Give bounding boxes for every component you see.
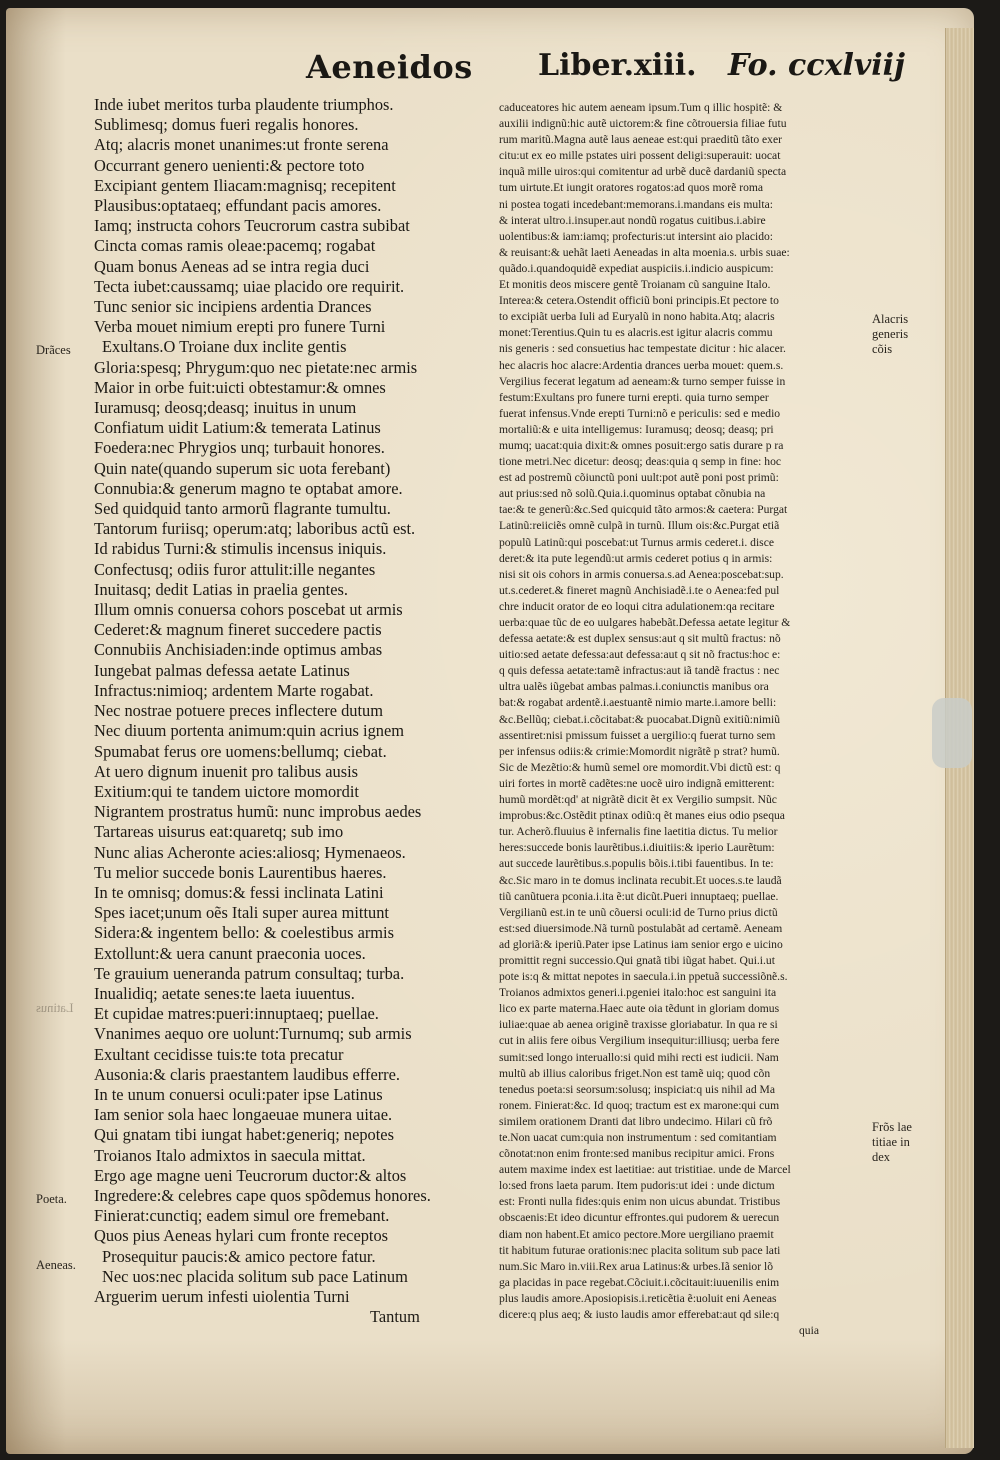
verse-line: Sed quidquid tanto armorũ flagrante tumultu. [94,499,391,519]
commentary-line: Et monitis deos miscere gentẽ Troianam cũ sanguine Italo. [499,278,771,292]
verse-line: Iamq; instructa cohors Teucrorum castra subibat [94,216,410,236]
verse-column [94,95,484,1327]
margin-note-drances: Drãces [36,343,71,357]
verse-line: Occurrant genero uenienti:& pectore toto [94,155,365,175]
verse-line: Infractus:nimioq; ardentem Marte rogabat. [94,680,374,700]
verse-line: Cederet:& magnum fineret succedere pactis [94,620,382,640]
verse-line: Quam bonus Aeneas ad se intra regia duci [94,256,370,276]
commentary-line: uerba:quae tũc de eo uulgares habebãt.Defessa aetate legitur & [499,616,791,629]
commentary-line: est ad postremũ cõiunctũ poni uult:pot autẽ poni post primũ: [499,471,779,485]
commentary-line: pote is:q & mittat nepotes in saecula.i.in ppetuã successiõnẽ.s. [499,970,788,984]
commentary-line: defessa aetate:& est duplex sensus:aut q sit multũ fractus: nõ [499,632,781,646]
folio-number: Fo. ccxlviij [728,48,905,83]
verse-line: Tu melior succede bonis Laurentibus haeres. [94,862,387,882]
verse-line: Tantum [370,1307,420,1327]
commentary-line: mumq; uacat:quia dixit:& omnes posuit:ergo satis durare p ra [499,438,784,452]
margin-note-line: Frõs lae [872,1120,912,1134]
verse-line: Quin nate(quando superum sic uota ferebant) [94,458,391,478]
commentary-line: autem maxime index est laetitiae: aut tristitiae. unde de Marcel [499,1163,791,1177]
commentary-line: &c.Bellũq; ciebat.i.cõcitabat:& puocabat.Dignũ exitiũ:nimiũ [499,712,781,726]
commentary-column [499,100,875,1339]
margin-note-poeta: Poeta. [36,1192,67,1206]
commentary-line: Sic de Mezẽtio:& humũ semel ore momordit.Vbi dictũ est: q [499,760,781,774]
commentary-line: uitio:sed aetate defessa:aut defessa:aut q sit nõ fractus:hoc e: [499,648,781,662]
verse-line: Tunc senior sic incipiens ardentia Drances [94,297,372,317]
commentary-line: num.Sic Maro in.viii.Rex arua Latinus:& urbes.Iã senior lõ [499,1259,774,1273]
commentary-line: tae:& te generũ:&c.Sed quicquid tãto armos:& caetera: Purgat [499,503,788,517]
running-title: Aeneidos [306,48,473,86]
commentary-line: assentiret:nisi pmissum fuisset a uergilio:q fuerat turno sem [499,728,776,742]
commentary-line: est: Fronti nulla fides:quis enim non uicus abundat. Tristibus [499,1195,781,1209]
verse-line: Inualidiq; aetate senes:te laeta iuuentus. [94,983,355,1003]
commentary-line: &c.Sic maro in te domus inclinata recubit.Et uoces.s.te laudã [499,873,782,887]
verse-line: Qui gnatam tibi iungat habet:generiq; nepotes [94,1125,394,1145]
verse-line: Spumabat ferus ore uomens:bellumq; ciebat. [94,741,387,761]
verse-line: Excipiant gentem Iliacam:magnisq; recepitent [94,175,396,195]
verse-line: Ergo age magne ueni Teucrorum ductor:& altos [94,1165,407,1185]
commentary-line: tur. Acherõ.fluuius ẽ infernalis fine laetitia dictus. Tu melior [499,825,778,839]
commentary-line: Vergilius fecerat legatum ad aeneam:& turno semper fuisse in [499,374,786,388]
commentary-line: cut in aliis fere oibus Vergilium insequitur:illiusq; uerba fere [499,1034,780,1048]
commentary-line: humũ mordẽt:qd' at nigrãtẽ dicit ẽt ex Vergilio sumpsit. Nũc [499,793,777,807]
commentary-line: caduceatores hic autem aeneam ipsum.Tum q illic hospitẽ: & [499,101,783,114]
verse-line: Vnanimes aequo ore uolunt:Turnumq; sub armis [94,1024,412,1044]
commentary-line: Troianos admixtos generi.i.pgeniei italo:hoc est sanguini ita [499,986,777,1000]
commentary-line: & reuisant:& uehãt laeti Aeneadas in alta moenia.s. urbis suae: [499,245,790,259]
verse-line: Quos pius Aeneas hylari cum fronte receptos [94,1226,389,1246]
verse-line: Sublimesq; domus fueri regalis honores. [94,115,359,135]
commentary-line: sumit:sed longo interuallo:si quid mihi recti est iudicii. Nam [499,1050,779,1064]
commentary-line: cõnotat:non enim fronte:sed manibus recipitur amici. Frons [499,1147,775,1161]
commentary-line: ut.s.cederet.& fineret magnũ Anchisiadẽ.i.te o Aenea:fed pul [499,583,780,597]
margin-note-latinus: Latinus [36,1001,74,1015]
verse-line: Cincta comas ramis oleae:pacemq; rogabat [94,236,376,256]
commentary-line: aut prius:sed nõ solũ.Quia.i.quominus optabat cõnubia na [499,487,766,501]
commentary-line: festum:Exultans pro funere turni erepti. quia turno semper [499,390,769,404]
commentary-line: est:sed diuersimode.Nã turnũ postulabãt ad certamẽ. Aeneam [499,921,783,935]
book-page [6,8,974,1454]
commentary-line: ga placidas in pace regebat.Cõciuit.i.cõcitauit:iuuenilis enim [499,1275,780,1289]
commentary-line: inquã mille uiros:qui comitentur ad urbẽ ducẽ dardaniũ specta [499,165,787,179]
commentary-line: diam non habent.Et amico pectore.More uergiliano praemit [499,1227,774,1241]
margin-note-alacris [872,312,908,357]
verse-line: Prosequitur paucis:& amico pectore fatur. [102,1246,376,1266]
verse-line: Tecta iubet:caussamq; uiae placido ore requirit. [94,276,405,296]
commentary-line: hec alacris hoc alacre:Ardentia drances uerba mouet: quem.s. [499,358,784,372]
verse-line: Nec nostrae potuere preces inflectere dutum [94,701,383,721]
verse-line: Ingredere:& celebres cape quos spõdemus honores. [94,1185,431,1205]
verse-line: Foedera:nec Phrygios unq; turbauit honores. [94,438,385,458]
commentary-line: quia [799,1324,819,1338]
verse-line: Finierat:cunctiq; eadem simul ore fremebant. [94,1206,390,1226]
commentary-line: multũ ab illius caloribus friget.Non est tamẽ uiq; quod cõn [499,1066,771,1080]
verse-line: Plausibus:optataeq; effundant pacis amores. [94,196,382,216]
commentary-line: aut succede laurẽtibus.s.populis bõis.i.tibi fauentibus. In te: [499,857,774,871]
margin-note-line: generis [872,327,909,341]
verse-line: Ausonia:& claris praestantem laudibus efferre. [94,1064,401,1084]
verse-line: Tantorum furiisq; operum:atq; laboribus actũ est. [94,519,416,539]
commentary-line: iuliae:quae ab aenea originẽ traxisse gloriabatur. In qua re si [499,1018,778,1032]
commentary-line: improbus:&c.Ostẽdit ptinax odiũ:q ẽt manes eius odio psequa [499,809,785,823]
verse-line: Sidera:& ingentem bello: & coelestibus armis [94,923,394,943]
commentary-line: per infensus odiis:& crimie:Momordit nigrãtẽ p strat? humũ. [499,744,780,758]
commentary-line: uiri fortes in mortẽ cadẽtes:ne uocẽ uiro indignã emitterent: [499,776,775,790]
verse-line: Exultant cecidisse tuis:te tota precatur [94,1044,344,1064]
commentary-line: monet:Terentius.Quin tu es alacris.est igitur alacris commu [499,326,773,340]
margin-note-aeneas: Aeneas. [36,1258,76,1272]
commentary-line: dicere:q plus aeq; & iusto laudis amor efferebat:aut qd sile:q [499,1308,780,1322]
verse-line: Exitium:qui te tandem uictore momordit [94,781,359,801]
commentary-line: uolentibus:& iam:iamq; profecturis:ut intersint aio placido: [499,229,774,243]
margin-note-line: cõis [872,342,893,356]
margin-note-line: Alacris [872,312,909,326]
verse-line: Confiatum uidit Latium:& temerata Latinus [94,418,381,438]
verse-line: Inde iubet meritos turba plaudente triumphos. [94,95,394,114]
commentary-line: ultra ualẽs iũgebat ambas palmas.i.coniunctis manibus ora [499,680,769,694]
verse-line: Gloria:spesq; Phrygum:quo nec pietate:nec armis [94,357,418,377]
verse-line: Illum omnis conuersa cohors poscebat ut armis [94,600,403,620]
verse-line: In te omnisq; domus:& fessi inclinata Latini [94,882,384,902]
verse-line: Atq; alacris monet unanimes:ut fronte serena [94,135,389,155]
verse-line: Nec uos:nec placida solitum sub pace Latinum [102,1266,408,1286]
verse-line: Spes iacet;unum oẽs Itali super aurea mittunt [94,903,389,923]
commentary-line: populũ Latinũ:qui poscebat:ut Turnus armis cederet.i. disce [499,535,774,549]
commentary-line: deret:& ita pute legendũ:ut armis cederet potius q in armis: [499,551,773,565]
verse-line: Exultans.O Troiane dux inclite gentis [102,337,347,357]
verse-line: Arguerim uerum infesti uiolentia Turni [94,1286,350,1306]
commentary-line: fuerat infensus.Vnde erepti Turni:nõ e periculis: sed e medio [499,406,781,420]
verse-line: Id rabidus Turni:& stimulis incensus iniquis. [94,539,387,559]
margin-note-line: dex [872,1150,891,1164]
verse-line: Connubia:& generum magno te optabat amore. [94,478,403,498]
verse-line: Maior in orbe fuit:uicti obtestamur:& omnes [94,377,386,397]
commentary-line: auxilii indignũ:hic autẽ uictorem:& fine cõtrouersia filiae futu [499,117,787,131]
commentary-line: ad gloriã:& iperiũ.Pater ipse Latinus iam senior ergo e uicino [499,937,783,951]
verse-line: Iuramusq; deosq;deasq; inuitus in unum [94,398,357,418]
commentary-line: ronem. Finierat:&c. Id quoq; tractum est ex marone:qui cum [499,1098,780,1112]
commentary-line: mortaliũ:& e uita intelligemus: Iuramusq; deosq; deasq; pri [499,422,774,436]
verse-line: Connubiis Anchisiaden:inde optimus ambas [94,640,383,660]
commentary-line: promittit regni successio.Qui gnatã tibi iũgat habet. Qui.i.ut [499,953,775,967]
commentary-line: to excipiãt uerba Iuli ad Euryalũ in nono habita.Atq; alacris [499,310,775,324]
verse-line: Et cupidae matres:pueri:innuptaeq; puellae. [94,1004,379,1024]
commentary-line: nis generis : sed consuetius hac tempestate dicitur : hic alacer. [499,342,786,356]
commentary-line: q quis defessa aetate:tamẽ infractus:aut iã tandẽ fractus : nec [499,664,780,678]
verse-line: Iam senior sola haec longaeuae munera uitae. [94,1105,393,1125]
margin-note-frons [872,1120,912,1165]
verse-line: Tartareas uisurus eat:quaretq; sub imo [94,822,344,842]
commentary-line: tit habitum futurae orationis:nec placita solitum sub pace lati [499,1243,781,1257]
commentary-line: rum maritũ.Magna autẽ laus aeneae est:qui praeditũ tãto exer [499,133,782,147]
page-tab [932,698,972,768]
commentary-line: bat:& rogabat ardentẽ.i.aestuantẽ nimio marte.i.amore belli: [499,696,777,710]
commentary-line: quãdo.i.quandoquidẽ expediat auspiciis.i.indicio auspicum: [499,261,774,275]
verse-line: Iungebat palmas defessa aetate Latinus [94,660,350,680]
commentary-line: tenedus poeta:si seorsum:solusq; inspiciat:q uis nihil ad Ma [499,1082,775,1096]
book-number: Liber.xiii. [538,48,697,83]
verse-line: Confectusq; odiis furor attulit:ille negantes [94,559,376,579]
verse-line: Inuitasq; dedit Latias in praelia gentes. [94,579,348,599]
verse-line: Nunc alias Acheronte acies:aliosq; Hymenaeos. [94,842,406,862]
verse-line: Te grauium ueneranda patrum consultaq; turba. [94,963,405,983]
commentary-line: Interea:& cetera.Ostendit officiũ boni principis.Et pectore to [499,294,779,308]
verse-line: At uero dignum inuenit pro talibus ausis [94,761,359,781]
margin-note-line: titiae in [872,1135,910,1149]
verse-line: In te unum conuersi oculi:pater ipse Latinus [94,1084,383,1104]
commentary-line: ni postea togati incedebant:memorans.i.mandans eis multa: [499,197,773,211]
commentary-line: tiũ canũtuera pconia.i.ita ẽ:ut dicũt.Pueri innuptaeq; puellae. [499,889,779,903]
commentary-line: chre inducit orator de eo loqui citra adulationem:qa recitare [499,599,775,613]
commentary-line: te.Non uacat cum:quia non instrumentum : sed comitantiam [499,1131,777,1144]
commentary-line: lo:sed frons laeta parum. Item pudoris:ut idei : unde dictum [499,1179,775,1193]
verse-line: Verba mouet nimium erepti pro funere Turni [94,317,386,337]
commentary-line: tum uirtute.Et iungit oratores rogatos:ad quos morẽ roma [499,181,764,195]
commentary-line: tione metri.Nec dicetur: deosq; deas:quia q semp in fine: hoc [499,455,782,469]
commentary-line: nisi sit ois cohors in armis conuersa.s.ad Aenea:poscebat:sup. [499,567,784,581]
commentary-line: heres:succede bonis laurẽtibus.i.diuitiis:& iperio Laurẽtum: [499,841,775,855]
verse-line: Nigrantem prostratus humũ: nunc improbus aedes [94,802,422,822]
commentary-line: plus laudis amore.Aposiopisis.i.reticẽtia ẽ:uoluit eni Aeneas [499,1291,777,1305]
commentary-line: & interat ultro.i.insuper.aut nondũ rogatus cuitibus.i.abire [499,213,766,227]
verse-line: Troianos Italo admixtos in saecula mittat. [94,1145,366,1165]
commentary-line: similem orationem Dranti dat libro undecimo. Hilari cũ frõ [499,1114,773,1128]
commentary-line: citu:ut ex eo mille pstates uiri possent deligi:superauit: uocat [499,149,781,163]
verse-line: Extollunt:& uera canunt praeconia uoces. [94,943,366,963]
commentary-line: Vergilianũ est.in te unũ cõuersi oculi:id de Turno prius dictũ [499,905,778,919]
commentary-line: lico ex parte materna.Haec aute oia tẽdunt in gloriam domus [499,1002,780,1016]
verse-line: Nec diuum portenta animum:quin acrius ignem [94,721,404,741]
commentary-line: Latinũ:reiiciẽs omnẽ culpã in turnũ. Illum ois:&c.Purgat etiã [499,519,780,533]
commentary-line: obscaenis:Et ideo dicuntur effrontes.qui pudorem & uerecun [499,1211,780,1225]
